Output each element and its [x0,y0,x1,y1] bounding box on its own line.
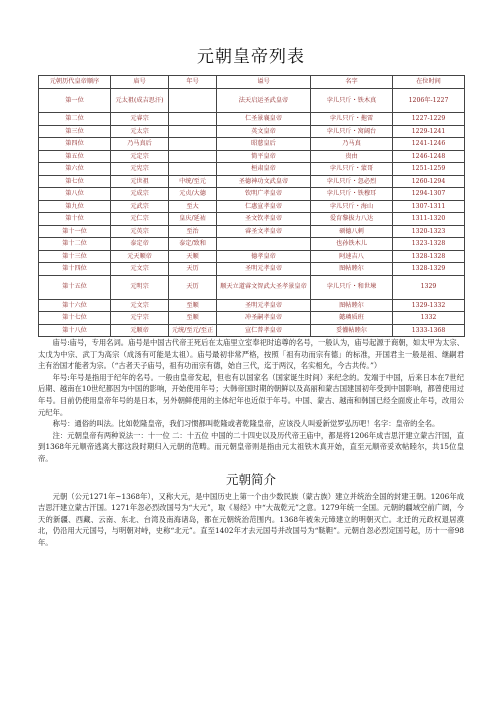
cell-reign: 1311-1320 [393,213,465,226]
cell-temple-name: 元顺帝 [111,324,169,337]
cell-reign: 1227-1229 [393,113,465,126]
paragraph-era-name: 年号:年号是指用于纪年的名号。一般由皇帝发起，但也有以国家名（国家诞生时间）来纪念的。发端于中国，后来日本在7世纪后期、越南在10世纪都因为中国的影响，开始使用年号；大韩帝国时期的朝鲜以及高丽和蒙古国建国初年受到中国影响，都曾使用过年号。目前仍使用皇帝年号的是日本，另外朝鲜使用的主体纪年也近似于年号。中国、蒙古、越南和韩国已经全面废止年号，改用公元纪年。 [38,372,464,417]
cell-name: 孛儿只斤・海山 [311,200,393,213]
cell-era-name [169,138,217,151]
cell-posthumous-name: 仁圣景襄皇帝 [217,113,311,126]
cell-order: 第四位 [39,138,111,151]
header-posthumous-name: 谥号 [217,76,311,89]
cell-era-name: 至大 [169,200,217,213]
header-name: 名字 [311,76,393,89]
cell-era-name: 泰定/致和 [169,238,217,251]
cell-posthumous-name: 睿圣文孝皇帝 [217,225,311,238]
cell-name: 也孙铁木儿 [311,238,393,251]
cell-name: 妥懽帖睦尔 [311,324,393,337]
table-row [39,138,465,151]
cell-order: 第八位 [39,188,111,201]
table-row [39,238,465,251]
cell-name: 孛儿只斤・拖雷 [311,113,393,126]
cell-temple-name: 元文宗 [111,299,169,312]
table-row [39,163,465,176]
paragraph-temple-name: 庙号:庙号，专用名词。庙号是中国古代帝王死后在太庙里立室奉祀时追尊的名号，一般认为，庙号起源于商朝，如太甲为太宗、太戊为中宗、武丁为高宗（成汤有可能是太祖）。庙号最初非常严格，按照「祖有功而宗有德」的标准，开国君主一般是祖、继嗣君主有治国才能者为宗。（“古者天子庙号，祖有功而宗有德，始自三代，迄于两汉，名实相允，今古共传。”） [38,338,464,371]
cell-temple-name: 元英宗 [111,225,169,238]
page-title: 元朝皇帝列表 [197,47,305,67]
cell-reign: 1251-1259 [393,163,465,176]
cell-posthumous-name: 钦明广孝皇帝 [217,188,311,201]
cell-order: 第二位 [39,113,111,126]
table-row [39,312,465,325]
paragraph-note: 注：元朝皇帝有两种说法一：十一位 二：十五位 中国的二十四史以及历代帝王庙中，都是将1206年成吉思汗建立蒙古汗国，直到1368年元顺帝逃离大都这段时期归入元朝的范畴。而元朝皇帝则是指由元太祖铁木真开始，直至元顺帝妥欢帖睦尔，共15位皇帝。 [38,430,464,463]
cell-reign: 1329 [393,275,465,299]
cell-posthumous-name: 圣明元孝皇帝 [217,299,311,312]
cell-posthumous-name: 德孝皇帝 [217,250,311,263]
cell-posthumous-name: 仁惠宣孝皇帝 [217,200,311,213]
cell-temple-name: 元定宗 [111,150,169,163]
cell-temple-name: 元太祖(成吉思汗) [111,89,169,113]
cell-order: 第十五位 [39,275,111,299]
cell-era-name: 皇庆/延祐 [169,213,217,226]
cell-era-name: 至顺 [169,312,217,325]
cell-temple-name: 元明宗 [111,275,169,299]
cell-era-name [169,163,217,176]
cell-posthumous-name: 冲圣嗣孝皇帝 [217,312,311,325]
cell-era-name: 中统/至元 [169,175,217,188]
cell-posthumous-name: 宣仁普孝皇帝 [217,324,311,337]
cell-name: 孛儿只斤・窝阔台 [311,125,393,138]
header-order: 元朝历代皇帝顺序 [39,76,111,89]
cell-order: 第十二位 [39,238,111,251]
paragraph-title: 称号：通俗的叫法。比如乾隆皇帝，我们习惯都叫乾隆或者乾隆皇帝，应该没人叫爱新觉罗弘历吧！名字：皇帝的全名。 [52,419,440,429]
paragraph-intro: 元朝（公元1271年~1368年），又称大元，是中国历史上第一个由少数民族（蒙古族）建立并统治全国的封建王朝。1206年成吉思汗建立蒙古汗国。1271年忽必烈改国号为“大元”，取《易经》中“大哉乾元”之意。1279年统一全国。元朝的疆域空前广阔，今天的新疆、西藏、云南、东北、台湾及南海诸岛，都在元朝统治范围内。1368年被朱元璋建立的明朝灭亡。北迁的元政权退居漠北，仍沿用大元国号，与明朝对峙，史称“北元”。直至1402年才去元国号并改国号为“鞑靼”。元朝自忽必烈定国号起，历十一帝98年。 [38,491,464,547]
cell-reign: 1332 [393,312,465,325]
cell-order: 第十一位 [39,225,111,238]
cell-posthumous-name: 圣明元孝皇帝 [217,263,311,276]
table-row [39,175,465,188]
cell-era-name [169,150,217,163]
cell-reign: 1329-1332 [393,299,465,312]
table-row [39,113,465,126]
cell-reign: 1260-1294 [393,175,465,188]
header-era-name: 年号 [169,76,217,89]
cell-posthumous-name: 简平皇帝 [217,150,311,163]
cell-order: 第十八位 [39,324,111,337]
cell-name: 孛儿只斤・蒙哥 [311,163,393,176]
table-row [39,125,465,138]
cell-era-name: 元统/至元/至正 [169,324,217,337]
cell-posthumous-name: 英文皇帝 [217,125,311,138]
table-row [39,200,465,213]
cell-name: 图帖睦尔 [311,263,393,276]
table-row [39,225,465,238]
cell-order: 第五位 [39,150,111,163]
cell-posthumous-name: 桓肃皇帝 [217,163,311,176]
cell-era-name [169,125,217,138]
cell-posthumous-name: 法天启运圣武皇帝 [217,89,311,113]
cell-temple-name: 元武宗 [111,200,169,213]
cell-reign: 1320-1323 [393,225,465,238]
cell-name: 乃马真 [311,138,393,151]
cell-temple-name: 元世祖 [111,175,169,188]
cell-posthumous-name [217,238,311,251]
header-reign: 在位时间 [393,76,465,89]
emperor-table [38,75,465,337]
cell-era-name [169,113,217,126]
cell-reign: 1294-1307 [393,188,465,201]
table-row [39,263,465,276]
cell-temple-name: 元太宗 [111,125,169,138]
cell-temple-name: 元天顺帝 [111,250,169,263]
cell-era-name [169,89,217,113]
cell-reign: 1241-1246 [393,138,465,151]
table-row [39,150,465,163]
table-row [39,89,465,113]
table-body [39,89,465,337]
cell-posthumous-name: 顺天立道睿文智武大圣孝景皇帝 [217,275,311,299]
cell-order: 第六位 [39,163,111,176]
cell-name: 爱育黎拔力八达 [311,213,393,226]
table-row [39,299,465,312]
cell-order: 第七位 [39,175,111,188]
cell-order: 第十位 [39,213,111,226]
cell-temple-name: 元宪宗 [111,163,169,176]
cell-era-name: 至治 [169,225,217,238]
cell-order: 第三位 [39,125,111,138]
header-temple-name: 庙号 [111,76,169,89]
cell-order: 第十三位 [39,250,111,263]
table-row [39,188,465,201]
cell-name: 贵由 [311,150,393,163]
cell-posthumous-name: 圣德神功文武皇帝 [217,175,311,188]
cell-order: 第一位 [39,89,111,113]
cell-name: 孛儿只斤・铁木真 [311,89,393,113]
cell-temple-name: 元仁宗 [111,213,169,226]
cell-temple-name: 乃马真后 [111,138,169,151]
cell-order: 第十四位 [39,263,111,276]
cell-name: 硕德八剌 [311,225,393,238]
cell-reign: 1307-1311 [393,200,465,213]
cell-temple-name: 元睿宗 [111,113,169,126]
cell-era-name: 天历 [169,275,217,299]
cell-reign: 1206年-1227 [393,89,465,113]
cell-order: 第十七位 [39,312,111,325]
cell-name: 孛儿只斤・忽必烈 [311,175,393,188]
table-row [39,250,465,263]
table-row [39,324,465,337]
table-row [39,275,465,299]
cell-reign: 1323-1328 [393,238,465,251]
cell-temple-name: 元成宗 [111,188,169,201]
cell-name: 阿速吉八 [311,250,393,263]
cell-temple-name: 元文宗 [111,263,169,276]
cell-reign: 1333-1368 [393,324,465,337]
cell-posthumous-name: 圣文钦孝皇帝 [217,213,311,226]
table-row [39,213,465,226]
cell-temple-name: 元宁宗 [111,312,169,325]
cell-posthumous-name: 昭慈皇后 [217,138,311,151]
cell-name: 图帖睦尔 [311,299,393,312]
cell-reign: 1328-1329 [393,263,465,276]
cell-name: 孛儿只斤・和世瑓 [311,275,393,299]
cell-reign: 1328-1328 [393,250,465,263]
section-title: 元朝简介 [225,471,276,487]
cell-reign: 1246-1248 [393,150,465,163]
cell-order: 第十六位 [39,299,111,312]
cell-era-name: 天顺 [169,250,217,263]
cell-order: 第九位 [39,200,111,213]
table-header-row [39,76,465,89]
cell-era-name: 元贞/大德 [169,188,217,201]
cell-era-name: 天历 [169,263,217,276]
cell-reign: 1229-1241 [393,125,465,138]
cell-era-name: 至顺 [169,299,217,312]
cell-name: 孛儿只斤・铁穆耳 [311,188,393,201]
cell-name: 懿璘质班 [311,312,393,325]
cell-temple-name: 泰定帝 [111,238,169,251]
